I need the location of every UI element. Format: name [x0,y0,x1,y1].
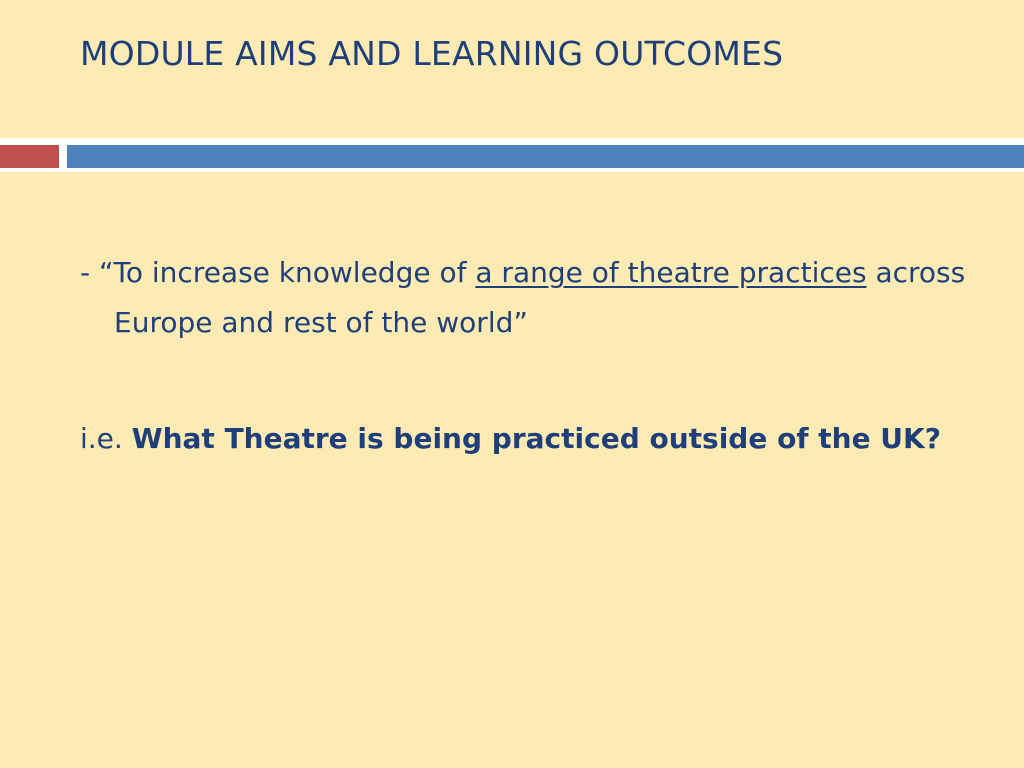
aim-paragraph [80,248,994,348]
explanation-prefix: i.e. [80,422,132,455]
aim-suffix: across Europe and rest of the world” [114,256,966,339]
aim-underlined-phrase: a range of theatre practices [475,256,867,289]
divider-red-segment [0,145,59,168]
explanation-question: What Theatre is being practiced outside of the UK? [131,422,941,455]
explanation-paragraph [80,414,994,464]
divider-blue-segment [67,145,1024,168]
slide-title: MODULE AIMS AND LEARNING OUTCOMES [80,34,784,73]
aim-prefix: - “To increase knowledge of [80,256,476,289]
